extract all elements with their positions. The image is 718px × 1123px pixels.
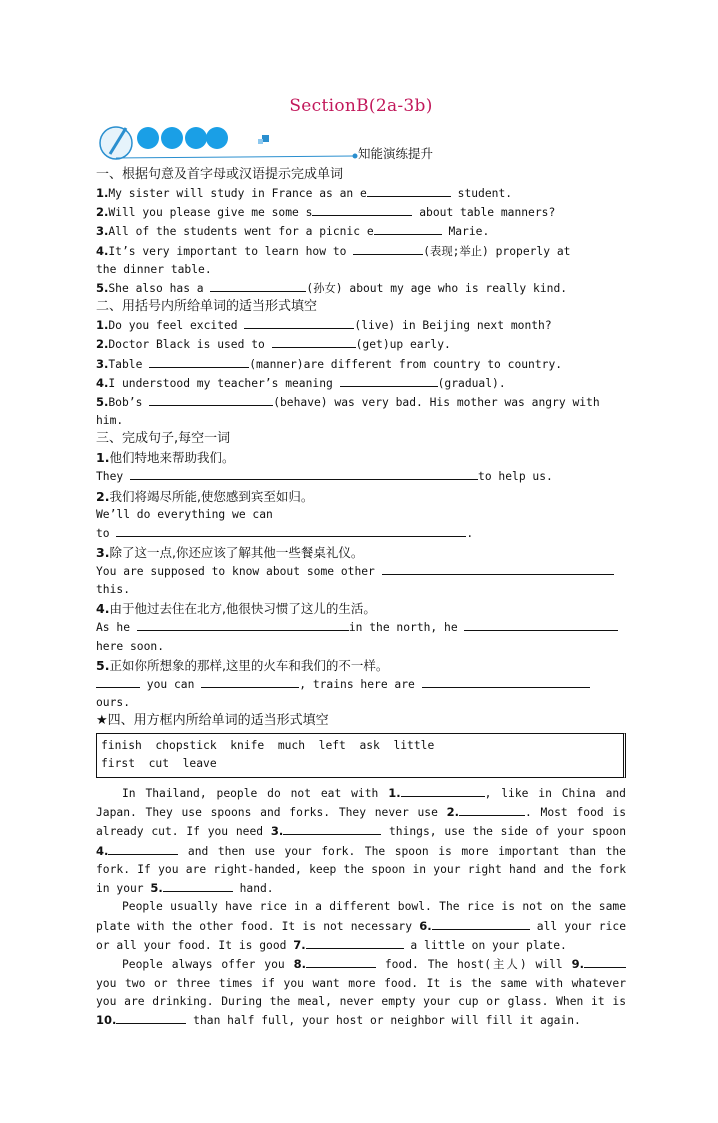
s3-item-3-line-1: You are supposed to know about some other	[96, 562, 626, 581]
word-box-row-2: first cut leave	[101, 757, 217, 771]
s3-item-2-line-1: We’ll do everything we can	[96, 507, 273, 521]
s3-item-5-line-1: you can , trains here are	[96, 675, 626, 694]
word-box-row-1: finish chopstick knife much left ask little	[101, 739, 435, 753]
section-1-heading: 一、根据句意及首字母或汉语提示完成单词	[96, 167, 344, 182]
section-3-heading: 三、完成句子,每空一词	[96, 431, 231, 447]
s3-item-2-prompt: 2.我们将竭尽所能,使您感到宾至如归。	[96, 488, 314, 504]
section-4-heading: ★四、用方框内所给单词的适当形式填空	[96, 713, 329, 729]
worksheet-page	[96, 96, 626, 1031]
passage-paragraph-2: People usually have rice in a different bowl. The rice is not on the same plate with the other food. It is not necessary 6. all your rice or all your food. It is good 7. a little on your plate.	[96, 900, 626, 953]
s3-item-5-prompt: 5.正如你所想象的那样,这里的火车和我们的不一样。	[96, 657, 389, 673]
s2-item-4: 4.I understood my teacher’s meaning (gradual).	[96, 375, 506, 390]
s2-item-3: 3.Table (manner)are different from country to country.	[96, 356, 563, 371]
s1-item-4: 4.It’s very important to learn how to (表现;举止) properly at	[96, 243, 571, 258]
s1-item-3: 3.All of the students went for a picnic e Marie.	[96, 224, 490, 239]
s3-item-3-line-2: this.	[96, 583, 131, 597]
s1-item-4-cont: the dinner table.	[96, 262, 212, 276]
s3-item-1-line: They to help us.	[96, 467, 626, 486]
s2-item-5: 5.Bob’s (behave) was very bad. His mother was angry with	[96, 395, 600, 410]
s3-item-3-prompt: 3.除了这一点,你还应该了解其他一些餐桌礼仪。	[96, 545, 364, 561]
s3-item-1-prompt: 1.他们特地来帮助我们。	[96, 450, 235, 466]
passage-paragraph-3: People always offer you 8. food. The host(主人) will 9. you two or three times if you want more food. It is the same with whatever you are drinking. During the meal, never empty your cup or glass. When it is 10. than half full, your host or neighbor will fill it again.	[96, 957, 626, 1028]
s2-item-1: 1.Do you feel excited (live) in Beijing next month?	[96, 318, 552, 333]
section-banner	[96, 126, 626, 166]
banner-label: 知能演练提升	[358, 146, 434, 161]
s1-item-5: 5.She also has a (孙女) about my age who is really kind.	[96, 281, 568, 296]
s3-item-4-line-1: As he in the north, he	[96, 618, 626, 637]
s3-item-4-prompt: 4.由于他过去住在北方,他很快习惯了这儿的生活。	[96, 601, 376, 617]
s1-item-1: 1.My sister will study in France as an e student.	[96, 186, 513, 200]
page-title: SectionB(2a-3b)	[289, 96, 433, 116]
word-box	[96, 733, 626, 777]
s3-item-5-line-2: ours.	[96, 696, 131, 710]
passage-paragraph-1: In Thailand, people do not eat with 1. , like in China and Japan. They use spoons and forks. They never use 2. . Most food is already cut. If you need 3. things, use the side of your spoon 4. and then use your fork. The spoon is more important than the fork. If you are right-handed, keep the spoon in your right hand and the fork in your 5. hand.	[96, 785, 627, 896]
s2-item-2: 2.Doctor Black is used to (get)up early.	[96, 337, 451, 352]
s3-item-2-line-2: to .	[96, 524, 626, 543]
s2-item-5-cont: him.	[96, 414, 124, 428]
s1-item-2: 2.Will you please give me some s about table manners?	[96, 205, 556, 220]
section-2-heading: 二、用括号内所给单词的适当形式填空	[96, 299, 318, 315]
s3-item-4-line-2: here soon.	[96, 639, 165, 653]
